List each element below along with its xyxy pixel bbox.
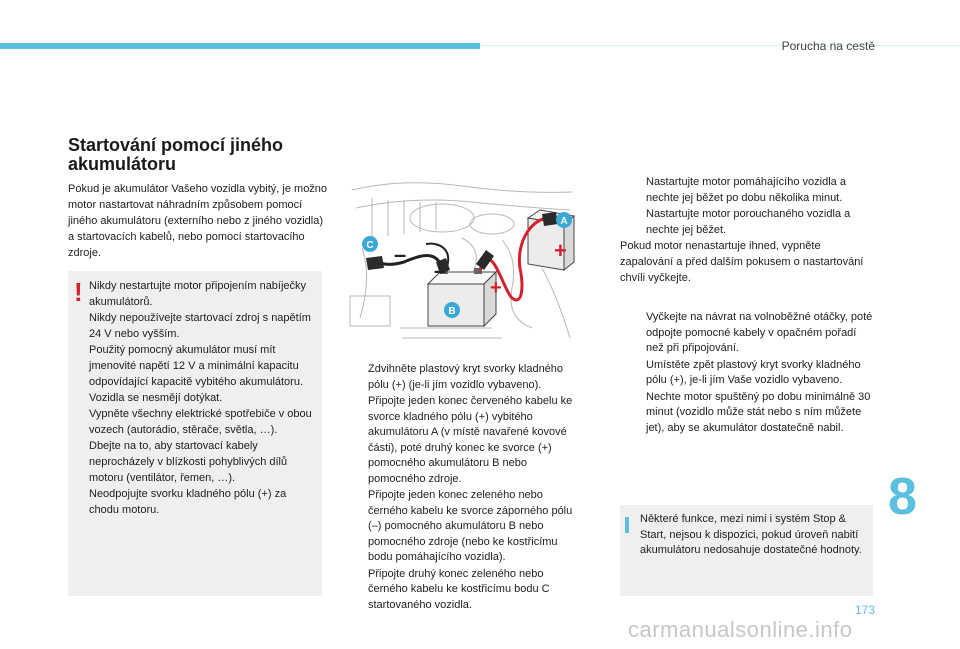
page-title bbox=[68, 136, 338, 174]
plus-sign-b: + bbox=[490, 277, 502, 299]
list-item: Umístěte zpět plastový kryt svorky kladného pólu (+), je-li jím Vaše vozidlo vybaveno. bbox=[646, 358, 861, 386]
info-bar-icon bbox=[625, 517, 629, 533]
header-rule bbox=[480, 45, 960, 46]
label-a: A bbox=[560, 216, 568, 227]
plus-sign-a: + bbox=[554, 238, 567, 263]
list-item: Nastartujte motor porouchaného vozidla a nechte jej běžet. bbox=[646, 208, 851, 236]
list-item: Nastartujte motor pomáhajícího vozidla a nechte jej běžet po dobu několika minut. bbox=[646, 176, 846, 204]
list-item: Připojte druhý konec zeleného nebo černého kabelu ke kostřicímu bodu C startovaného vozidla. bbox=[368, 567, 550, 611]
section-number: 8 bbox=[888, 468, 917, 526]
page-title-line-2: akumulátoru bbox=[68, 154, 177, 174]
watermark: carmanualsonline.info bbox=[628, 617, 853, 642]
list-item: Nechte motor spuštěný po dobu minimálně 30 minut (vozidlo může stát nebo s ním můžete jet), aby se akumulátor dostatečně nabil. bbox=[646, 390, 871, 434]
warning-text: Nikdy nestartujte motor připojením nabíječky akumulátorů. Nikdy nepoužívejte startovací zdroj s napětím 24 V nebo vyšším. Použitý pomocný akumulátor musí mít jmenovité napětí 12 V a minimální kapacitu odpovídající kapacitě vybitého akumulátoru. Vozidla se nesmějí dotýkat. Vypněte všechny elektrické spotřebiče v obou vozech (autorádio, stěrače, světla, …). Dbejte na to, aby startovací kabely neprocházely v blízkosti pohyblivých dílů motoru (ventilátor, řemen, …). Neodpojujte svorku kladného pólu (+) za chodu motoru. bbox=[89, 280, 312, 516]
page-number: 173 bbox=[854, 603, 875, 617]
jump-start-illustration bbox=[342, 178, 582, 346]
minus-sign-c: – bbox=[394, 242, 407, 267]
list-item: Připojte jeden konec zeleného nebo černého kabelu ke svorce záporného pólu (–) pomocného akumulátoru B nebo pomocného zdroje (nebo ke kostřicímu bodu pomáhajícího vozidla). bbox=[368, 489, 573, 563]
steps-list-right-1 bbox=[620, 175, 875, 239]
steps-list-middle bbox=[342, 362, 582, 614]
exclamation-icon: ! bbox=[74, 277, 83, 307]
info-text: Některé funkce, mezi nimi i systém Stop & Start, nejsou k dispozici, pokud úroveň nabití akumulátoru nedosahuje dostatečné hodnoty. bbox=[640, 513, 862, 556]
running-title: Porucha na cestě bbox=[781, 39, 875, 53]
restart-note: Pokud motor nenastartuje ihned, vypněte zapalování a před dalším pokusem o nastartování chvíli vyčkejte. bbox=[620, 240, 864, 284]
page-title-line-1: Startování pomocí jiného bbox=[68, 135, 284, 155]
minus-sign-b: – bbox=[434, 258, 447, 283]
intro-paragraph: Pokud je akumulátor Vašeho vozidla vybitý, je možno motor nastartovat náhradním způsobem pomocí jiného akumulátoru (externího nebo z jiného vozidla) a startovacích kabelů, nebo pomocí startovacího zdroje. bbox=[68, 183, 328, 259]
list-item: Zdvihněte plastový kryt svorky kladného pólu (+) (je-li jím vozidlo vybaveno). bbox=[368, 363, 564, 391]
info-box bbox=[620, 505, 873, 596]
warning-box bbox=[68, 271, 322, 596]
list-item: Připojte jeden konec červeného kabelu ke svorce kladného pólu (+) vybitého akumulátoru A (v místě navařené kovové části), poté druhý konec ke svorce (+) pomocného akumulátoru B nebo pomocného zdroje. bbox=[368, 395, 573, 485]
header-accent-bar bbox=[0, 43, 480, 49]
steps-list-right-2 bbox=[620, 310, 875, 437]
label-c: C bbox=[366, 240, 374, 251]
list-item: Vyčkejte na návrat na volnoběžné otáčky, poté odpojte pomocné kabely v opačném pořadí než při připojování. bbox=[646, 311, 873, 354]
label-b: B bbox=[448, 306, 456, 317]
